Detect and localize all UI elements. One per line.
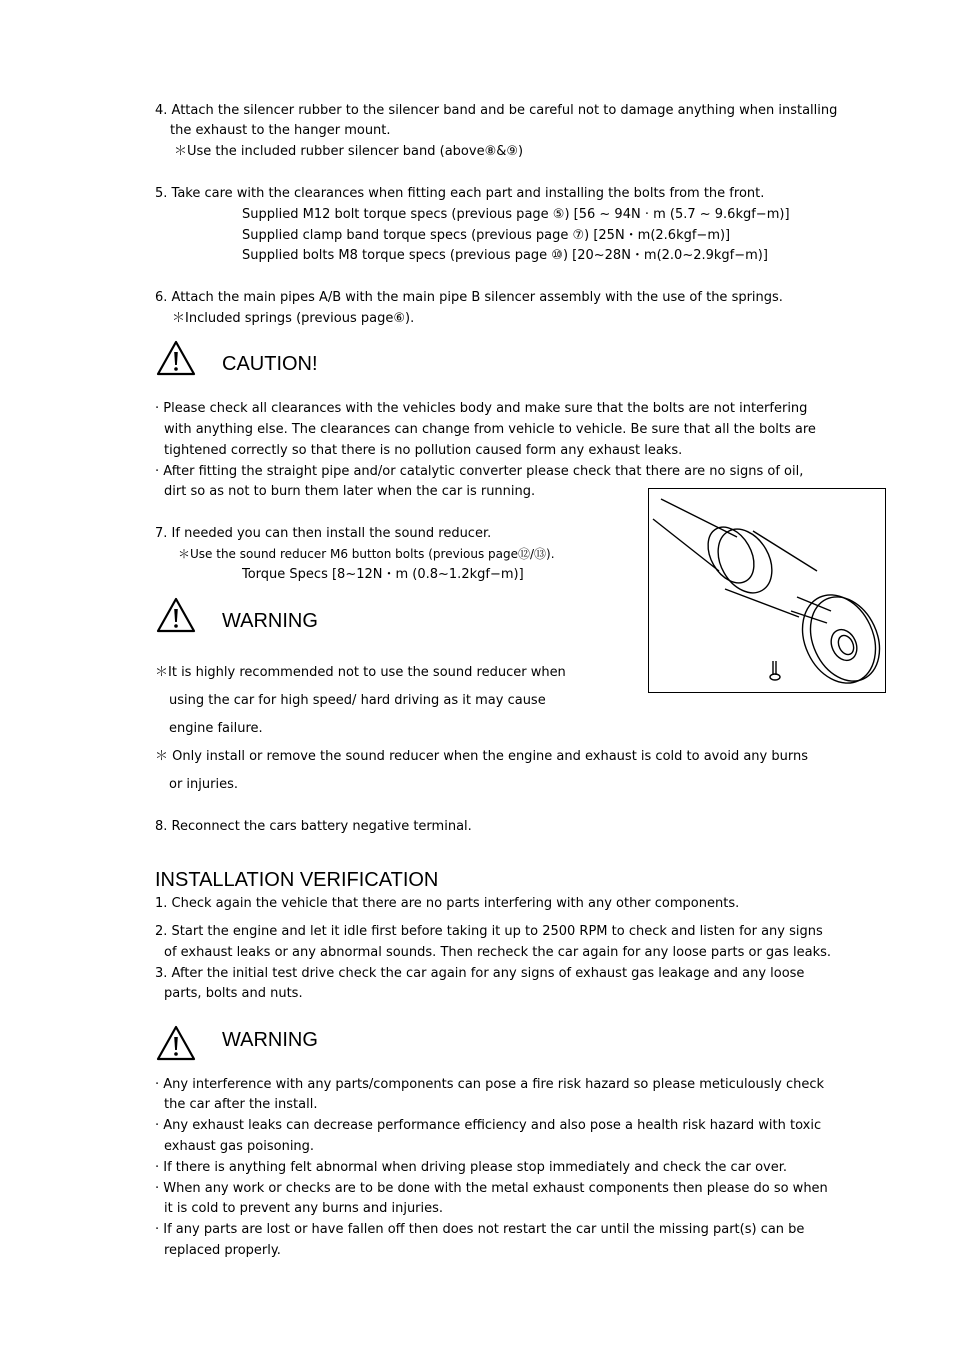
caution-line: with anything else. The clearances can change from vehicle to vehicle. Be sure that all the bolts are [164,422,816,437]
caution-line: · After fitting the straight pipe and/or catalytic converter please check that there are no signs of oil, [155,464,804,479]
caution-line: dirt so as not to burn them later when the car is running. [164,484,536,499]
verification-line: 3. After the initial test drive check the car again for any signs of exhaust gas leakage and any loose [155,966,805,981]
step5-line1: 5. Take care with the clearances when fitting each part and installing the bolts from the front. [155,186,765,201]
warning2-line: · If any parts are lost or have fallen off then does not restart the car until the missing part(s) can be [155,1222,805,1237]
verification-line: 2. Start the engine and let it idle first before taking it up to 2500 RPM to check and listen for any signs [155,924,823,939]
step7-line1: 7. If needed you can then install the sound reducer. [155,526,492,541]
warning2-title: WARNING [222,1029,318,1051]
sound-reducer-figure [648,488,886,693]
warning2-line: · If there is anything felt abnormal when driving please stop immediately and check the car over. [155,1160,788,1175]
warning1-line: ＊ Only install or remove the sound reducer when the engine and exhaust is cold to avoid any burns [155,749,808,764]
step4-line2: the exhaust to the hanger mount. [170,123,391,138]
step6-line1: 6. Attach the main pipes A/B with the main pipe B silencer assembly with the use of the springs. [155,290,783,305]
step5-spec1: Supplied M12 bolt torque specs (previous page ⑤) [56 ~ 94N · m (5.7 ~ 9.6kgf−m)] [242,207,790,222]
warning2-line: it is cold to prevent any burns and injuries. [164,1201,444,1216]
step7-spec: Torque Specs [8~12N・m (0.8~1.2kgf−m)] [242,567,524,582]
verification-line: 1. Check again the vehicle that there are no parts interfering with any other components. [155,896,740,911]
warning1-line: or injuries. [169,777,238,792]
step5-spec2: Supplied clamp band torque specs (previous page ⑦) [25N・m(2.6kgf−m)] [242,228,731,243]
warning-triangle-icon [156,597,196,633]
caution-title: CAUTION! [222,353,318,375]
step6-note: ＊Included springs (previous page⑥). [172,311,415,326]
verification-line: parts, bolts and nuts. [164,986,303,1001]
warning-triangle-icon [156,1025,196,1061]
step5-spec3: Supplied bolts M8 torque specs (previous page ⑩) [20~28N・m(2.0~2.9kgf−m)] [242,248,768,263]
step7-note: ＊Use the sound reducer M6 button bolts (previous page⑫/⑬). [178,547,555,561]
warning1-line: using the car for high speed/ hard driving as it may cause [169,693,546,708]
caution-line: tightened correctly so that there is no pollution caused form any exhaust leaks. [164,443,683,458]
verification-title: INSTALLATION VERIFICATION [155,869,439,891]
step4-line1: 4. Attach the silencer rubber to the silencer band and be careful not to damage anything when installing [155,103,838,118]
warning2-line: · Any exhaust leaks can decrease performance efficiency and also pose a health risk hazard with toxic [155,1118,822,1133]
sound-reducer-illustration [649,489,885,692]
warning1-title: WARNING [222,610,318,632]
warning1-line: engine failure. [169,721,263,736]
step8-line1: 8. Reconnect the cars battery negative terminal. [155,819,472,834]
step4-note: ＊Use the included rubber silencer band (above⑧&⑨) [174,144,524,159]
warning2-line: · When any work or checks are to be done with the metal exhaust components then please do so when [155,1181,828,1196]
caution-line: · Please check all clearances with the vehicles body and make sure that the bolts are not interfering [155,401,808,416]
warning1-line: ＊It is highly recommended not to use the sound reducer when [155,665,566,680]
verification-line: of exhaust leaks or any abnormal sounds. Then recheck the car again for any loose parts or gas leaks. [164,945,832,960]
warning2-line: the car after the install. [164,1097,318,1112]
warning-triangle-icon [156,340,196,376]
warning2-line: · Any interference with any parts/components can pose a fire risk hazard so please meticulously check [155,1077,825,1092]
warning2-line: replaced properly. [164,1243,281,1258]
warning2-line: exhaust gas poisoning. [164,1139,315,1154]
